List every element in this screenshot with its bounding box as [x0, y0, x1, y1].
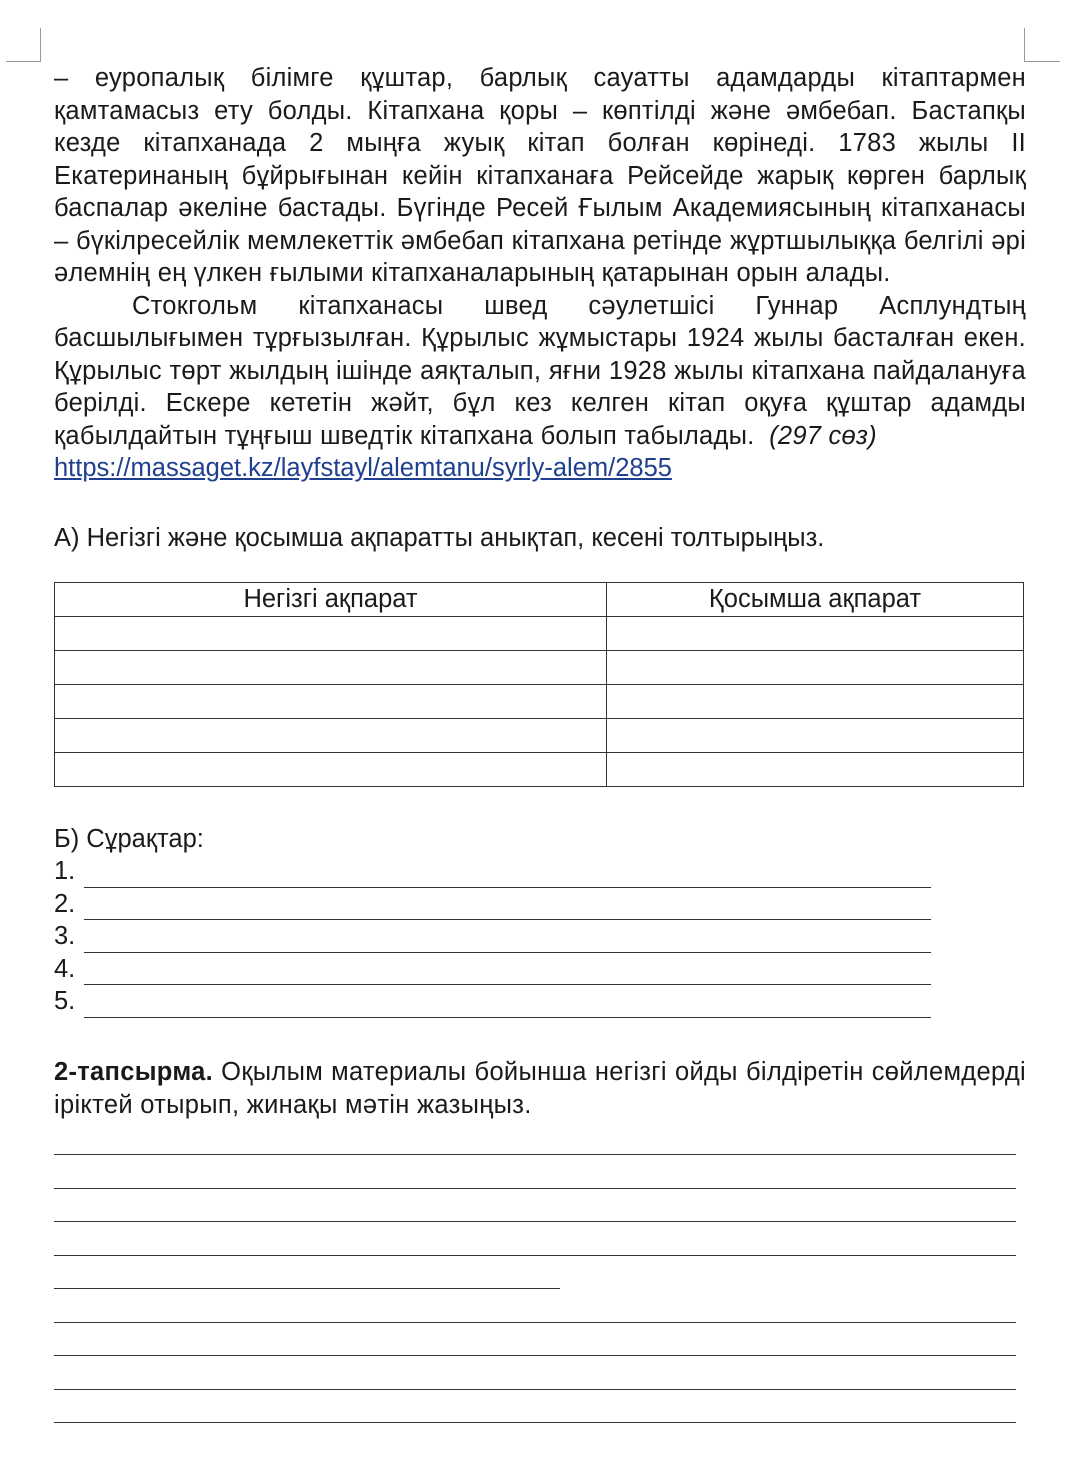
column-header-additional: Қосымша ақпарат	[607, 583, 1024, 617]
table-cell[interactable]	[607, 685, 1024, 719]
answer-line[interactable]	[54, 1323, 1016, 1357]
word-count: (297 сөз)	[769, 421, 877, 450]
task-2-label: 2-тапсырма.	[54, 1057, 214, 1086]
table-row	[55, 651, 1024, 685]
answer-line[interactable]	[54, 1189, 1016, 1223]
answer-blank[interactable]	[84, 863, 931, 888]
question-line	[54, 985, 1026, 1018]
table-row	[55, 685, 1024, 719]
question-line	[54, 920, 1026, 953]
table-header-row	[55, 583, 1024, 617]
table-cell[interactable]	[607, 719, 1024, 753]
answer-line[interactable]	[54, 1289, 1016, 1323]
page-corner-mark-top-right-h	[1024, 61, 1060, 62]
table-cell[interactable]	[607, 753, 1024, 787]
document-page	[54, 62, 1026, 1423]
question-number: 3.	[54, 922, 76, 950]
answer-line[interactable]	[54, 1122, 1016, 1156]
table-cell[interactable]	[55, 719, 607, 753]
answer-line[interactable]	[54, 1155, 1016, 1189]
answer-blank[interactable]	[84, 960, 931, 985]
answer-blank[interactable]	[84, 993, 931, 1018]
answer-blank[interactable]	[84, 928, 931, 953]
task-2-text: Оқылым материалы бойынша негізгі ойды білдіретін сөйлемдерді іріктей отырып, жинақы мәтін жазыңыз.	[54, 1057, 1026, 1119]
table-cell[interactable]	[55, 753, 607, 787]
answer-line[interactable]	[54, 1356, 1016, 1390]
paragraph-2	[54, 290, 1026, 453]
table-cell[interactable]	[55, 685, 607, 719]
info-table	[54, 582, 1024, 787]
table-row	[55, 719, 1024, 753]
answer-lines	[54, 1122, 1026, 1424]
table-row	[55, 753, 1024, 787]
paragraph-2-text: Стокгольм кітапханасы швед сәулетшісі Гуннар Асплундтың басшылығымен тұрғызылған. Құрылыс жұмыстары 1924 жылы басталған екен. Құрылыс төрт жылдың ішінде аяқталып, яғни 1928 жылы кітапхана пайдалануға берілді. Ескере кететін жәйт, бұл кез келген кітап оқуға құштар адамды қабылдайтын тұңғыш шведтік кітапхана болып табылады.	[54, 291, 1026, 450]
question-number: 5.	[54, 987, 76, 1015]
answer-line[interactable]	[54, 1390, 1016, 1424]
answer-blank[interactable]	[84, 895, 931, 920]
table-cell[interactable]	[607, 617, 1024, 651]
paragraph-1: – еуропалық білімге құштар, барлық сауатты адамдарды кітаптармен қамтамасыз ету болды. Кітапхана қоры – көптілді және әмбебап. Бастапқы кезде кітапханада 2 мыңға жуық кітап болған көрінеді. 1783 жылы ІІ Екатеринаның бұйрығынан кейін кітапханаға Рейсейде жарық көрген барлық баспалар әкеліне бастады. Бүгінде Ресей Ғылым Академиясының кітапханасы – бүкілресейлік мемлекеттік әмбебап кітапхана ретінде жұртшылыққа белгілі әрі әлемнің ең үлкен ғылыми кітапханаларының қатарынан орын алады.	[54, 64, 1026, 287]
task-2-instruction	[54, 1056, 1026, 1122]
question-number: 1.	[54, 857, 76, 885]
table-cell[interactable]	[55, 651, 607, 685]
question-number: 2.	[54, 889, 76, 918]
page-corner-mark-top-left-h	[6, 61, 41, 62]
source-link[interactable]: https://massaget.kz/layfstayl/alemtanu/syrly-alem/2855	[54, 454, 672, 482]
question-line	[54, 953, 1026, 986]
task-a-instruction: А) Негізгі және қосымша ақпаратты анықтап, кесені толтырыңыз.	[54, 524, 825, 552]
table-cell[interactable]	[55, 617, 607, 651]
page-corner-mark-top-right	[1024, 28, 1025, 62]
questions-heading: Б) Сұрақтар:	[54, 825, 204, 853]
column-header-main: Негізгі ақпарат	[55, 583, 607, 617]
answer-line[interactable]	[54, 1222, 1016, 1256]
question-line	[54, 888, 1026, 921]
answer-line[interactable]	[54, 1256, 560, 1290]
question-line	[54, 855, 1026, 888]
page-corner-mark-top-left	[40, 28, 41, 62]
table-row	[55, 617, 1024, 651]
question-number: 4.	[54, 954, 76, 983]
table-cell[interactable]	[607, 651, 1024, 685]
